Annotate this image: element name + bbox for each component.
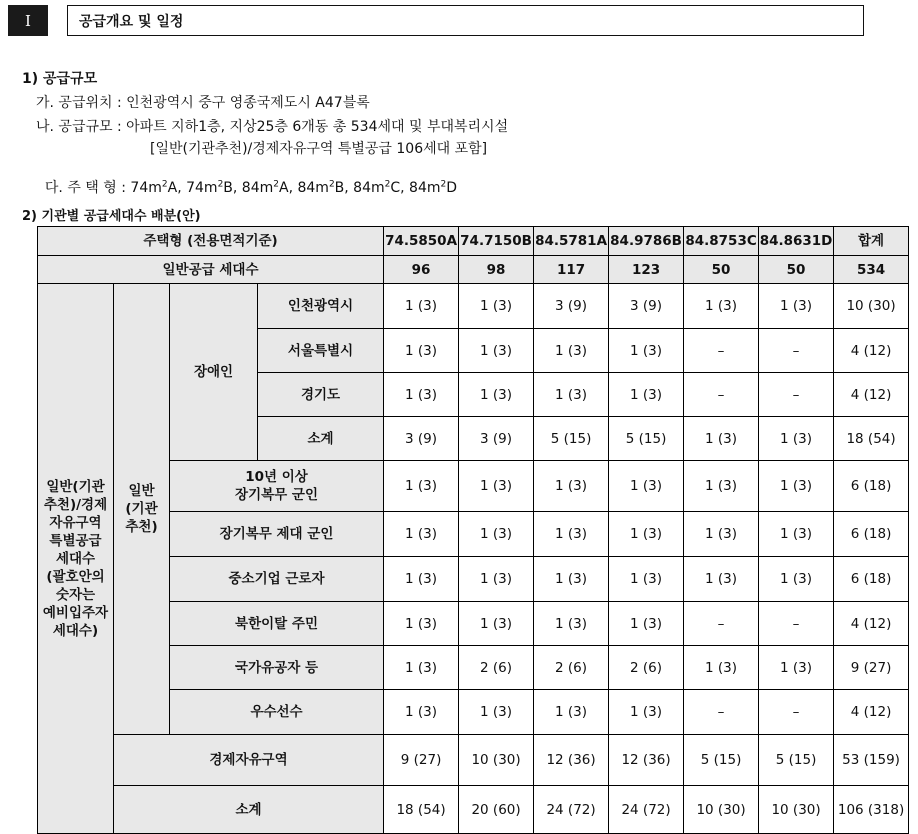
value-cell: – (684, 329, 759, 373)
supply-location: 가. 공급위치 : 인천광역시 중구 영종국제도시 A47블록 (36, 95, 370, 111)
group-main-line: 추천)/경제 (43, 496, 108, 513)
general-supply-label: 일반공급 세대수 (38, 256, 384, 284)
value-cell: 10 (30) (459, 735, 534, 786)
value-cell: 1 (3) (384, 512, 459, 557)
value-cell: 1 (3) (684, 646, 759, 690)
value-cell: 1 (3) (384, 373, 459, 417)
housing-types-label: 다. 주 택 형 : (44, 180, 131, 196)
general-supply-value: 98 (459, 256, 534, 284)
row-label: 소계 (114, 786, 384, 834)
row-label: 북한이탈 주민 (170, 602, 384, 646)
value-cell: 1 (3) (459, 373, 534, 417)
supply-scale-heading: 1) 공급규모 (22, 71, 98, 87)
value-cell: 1 (3) (609, 512, 684, 557)
value-cell: 1 (3) (759, 512, 834, 557)
value-cell: 6 (18) (834, 557, 909, 602)
type-header: 84.5781A (534, 227, 609, 256)
row-label-line: 장기복무 군인 (235, 487, 318, 503)
value-cell: – (684, 602, 759, 646)
value-cell: 1 (3) (459, 461, 534, 512)
value-cell: 1 (3) (759, 417, 834, 461)
value-cell: 1 (3) (609, 690, 684, 735)
allocation-heading: 2) 기관별 공급세대수 배분(안) (22, 209, 201, 224)
value-cell: 4 (12) (834, 329, 909, 373)
general-supply-row (38, 256, 909, 284)
header-type-cell: 주택형 (전용면적기준) (38, 227, 384, 256)
value-cell: 1 (3) (459, 557, 534, 602)
group-main-line: 세대수) (52, 622, 99, 639)
value-cell: 1 (3) (684, 417, 759, 461)
group-sub-line: (기관 (125, 501, 158, 517)
table-row (38, 735, 909, 786)
supply-scale-note: [일반(기관추천)/경제자유구역 특별공급 106세대 포함] (150, 141, 488, 157)
value-cell: 1 (3) (759, 461, 834, 512)
row-label: 경기도 (258, 373, 384, 417)
value-cell: 10 (30) (684, 786, 759, 834)
table-row (38, 786, 909, 834)
type-header: 74.5850A (384, 227, 459, 256)
general-supply-value: 117 (534, 256, 609, 284)
value-cell: 10 (30) (834, 284, 909, 329)
value-cell: 5 (15) (684, 735, 759, 786)
section-header (8, 5, 864, 36)
value-cell: 1 (3) (609, 461, 684, 512)
value-cell: 18 (54) (384, 786, 459, 834)
value-cell: 1 (3) (609, 602, 684, 646)
general-supply-total: 534 (834, 256, 909, 284)
value-cell: 9 (27) (384, 735, 459, 786)
value-cell: 4 (12) (834, 373, 909, 417)
value-cell: 1 (3) (609, 557, 684, 602)
value-cell: 106 (318) (834, 786, 909, 834)
value-cell: 1 (3) (459, 690, 534, 735)
value-cell: 1 (3) (609, 329, 684, 373)
value-cell: 1 (3) (534, 690, 609, 735)
group-main-line: 세대수 (55, 550, 96, 567)
value-cell: – (684, 690, 759, 735)
type-header: 74.7150B (459, 227, 534, 256)
value-cell: 1 (3) (384, 690, 459, 735)
value-cell: 1 (3) (684, 512, 759, 557)
type-header: 84.8753C (684, 227, 759, 256)
row-label-line: 10년 이상 (245, 469, 308, 485)
value-cell: 24 (72) (609, 786, 684, 834)
value-cell: 5 (15) (759, 735, 834, 786)
value-cell: – (684, 373, 759, 417)
value-cell: – (759, 373, 834, 417)
general-supply-value: 123 (609, 256, 684, 284)
value-cell: 3 (9) (384, 417, 459, 461)
group-main-line: 특별공급 (49, 532, 102, 549)
type-header: 84.9786B (609, 227, 684, 256)
group-main-line: 일반(기관 (46, 478, 105, 495)
table-row (38, 284, 909, 329)
value-cell: 18 (54) (834, 417, 909, 461)
value-cell: 1 (3) (759, 646, 834, 690)
group-main-line: (괄호안의 (46, 568, 105, 585)
value-cell: 1 (3) (459, 284, 534, 329)
type-header: 84.8631D (759, 227, 834, 256)
value-cell: 9 (27) (834, 646, 909, 690)
value-cell: 1 (3) (759, 284, 834, 329)
general-supply-value: 96 (384, 256, 459, 284)
value-cell: 1 (3) (534, 512, 609, 557)
value-cell: 1 (3) (534, 602, 609, 646)
row-label: 중소기업 근로자 (170, 557, 384, 602)
value-cell: 3 (9) (459, 417, 534, 461)
value-cell: 1 (3) (384, 646, 459, 690)
section-title: 공급개요 및 일정 (67, 5, 864, 36)
value-cell: 5 (15) (534, 417, 609, 461)
row-label: 장기복무 제대 군인 (170, 512, 384, 557)
value-cell: 24 (72) (534, 786, 609, 834)
general-supply-value: 50 (759, 256, 834, 284)
value-cell: 1 (3) (384, 329, 459, 373)
value-cell: 2 (6) (534, 646, 609, 690)
value-cell: 1 (3) (459, 329, 534, 373)
value-cell: 2 (6) (459, 646, 534, 690)
row-label: 우수선수 (170, 690, 384, 735)
value-cell: 1 (3) (459, 512, 534, 557)
value-cell: 10 (30) (759, 786, 834, 834)
value-cell: 3 (9) (609, 284, 684, 329)
section-number: I (8, 5, 48, 36)
value-cell: 1 (3) (384, 557, 459, 602)
disabled-group-cell: 장애인 (170, 284, 258, 461)
value-cell: 4 (12) (834, 602, 909, 646)
value-cell: 53 (159) (834, 735, 909, 786)
value-cell: 12 (36) (609, 735, 684, 786)
value-cell: 1 (3) (534, 329, 609, 373)
general-supply-value: 50 (684, 256, 759, 284)
value-cell: 1 (3) (759, 557, 834, 602)
value-cell: 3 (9) (534, 284, 609, 329)
value-cell: 1 (3) (384, 461, 459, 512)
value-cell: – (759, 329, 834, 373)
value-cell: 1 (3) (534, 461, 609, 512)
row-label: 인천광역시 (258, 284, 384, 329)
row-label: 소계 (258, 417, 384, 461)
group-main-line: 예비입주자 (42, 604, 109, 621)
value-cell: 1 (3) (684, 557, 759, 602)
value-cell: 1 (3) (459, 602, 534, 646)
row-label (170, 461, 384, 512)
group-sub-cell (114, 284, 170, 735)
value-cell: 1 (3) (384, 602, 459, 646)
row-label: 국가유공자 등 (170, 646, 384, 690)
value-cell: 6 (18) (834, 512, 909, 557)
value-cell: 20 (60) (459, 786, 534, 834)
group-main-line: 숫자는 (55, 586, 96, 603)
value-cell: 5 (15) (609, 417, 684, 461)
value-cell: 4 (12) (834, 690, 909, 735)
value-cell: 1 (3) (684, 284, 759, 329)
row-label: 경제자유구역 (114, 735, 384, 786)
group-main-cell (38, 284, 114, 834)
value-cell: – (759, 602, 834, 646)
value-cell: 1 (3) (384, 284, 459, 329)
allocation-table (37, 226, 909, 834)
value-cell: – (759, 690, 834, 735)
group-sub-line: 추천) (125, 519, 158, 535)
value-cell: 6 (18) (834, 461, 909, 512)
value-cell: 1 (3) (684, 461, 759, 512)
group-sub-line: 일반 (128, 483, 155, 499)
value-cell: 12 (36) (534, 735, 609, 786)
row-label: 서울특별시 (258, 329, 384, 373)
table-header-row (38, 227, 909, 256)
value-cell: 1 (3) (534, 373, 609, 417)
value-cell: 1 (3) (534, 557, 609, 602)
group-main-line: 자유구역 (49, 514, 102, 531)
type-header-total: 합계 (834, 227, 909, 256)
value-cell: 1 (3) (609, 373, 684, 417)
value-cell: 2 (6) (609, 646, 684, 690)
supply-scale: 나. 공급규모 : 아파트 지하1층, 지상25층 6개동 총 534세대 및 부대복리시설 (36, 119, 509, 135)
housing-types: 다. 주 택 형 : $74m^2A$, $74m^2B$, $84m^2A$, $84m^2B$, $84m^2C$, $84m^2D$ (44, 179, 458, 196)
